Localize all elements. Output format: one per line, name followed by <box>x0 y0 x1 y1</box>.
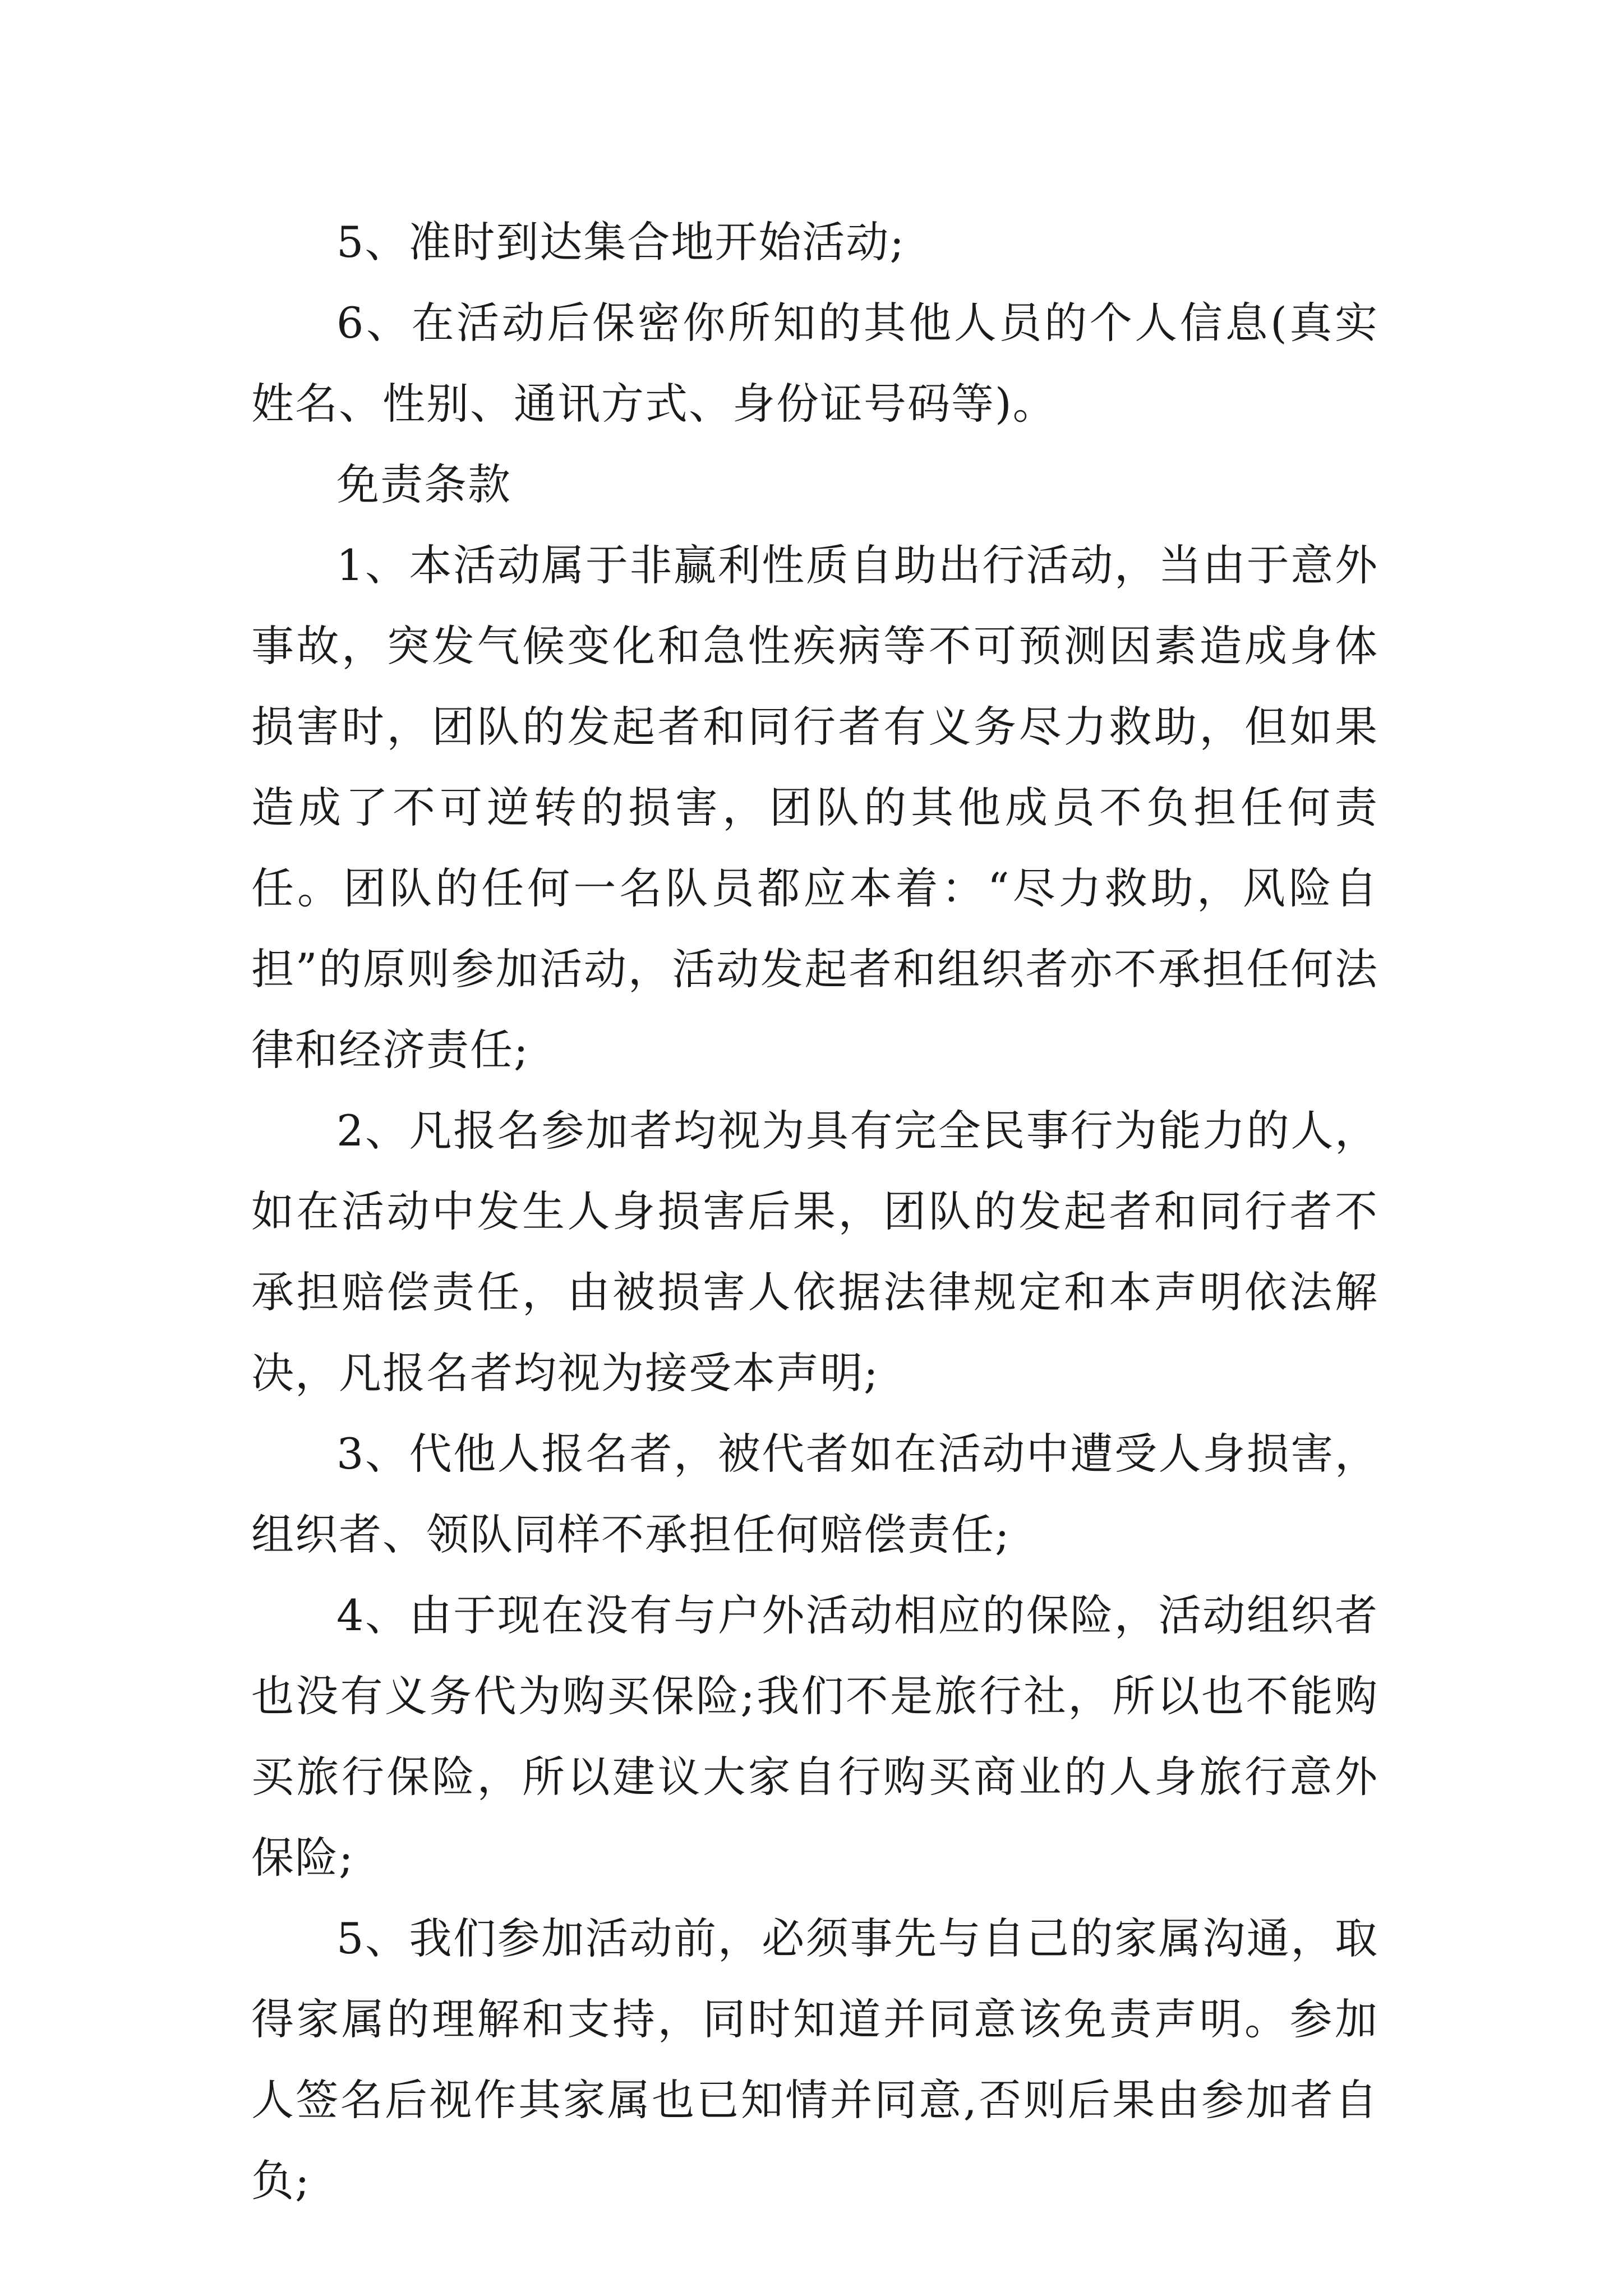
section-heading-disclaimer: 免责条款 <box>336 459 511 509</box>
disclaimer-clause-5: 5、我们参加活动前，必须事先与自己的家属沟通，取得家属的理解和支持，同时知道并同意该免责声明。参加人签名后视作其家属也已知情并同意,否则后果由参加者自负; <box>251 1913 1378 2206</box>
paragraph-item-5-punctuality: 5、准时到达集合地开始活动; <box>336 217 905 267</box>
disclaimer-clause-1: 1、本活动属于非赢利性质自助出行活动，当由于意外事故，突发气候变化和急性疾病等不可预测因素造成身体损害时，团队的发起者和同行者有义务尽力救助，但如果造成了不可逆转的损害，团队的其他成员不负担任何责任。团队的任何一名队员都应本着：“尽力救助，风险自担”的原则参加活动，活动发起者和组织者亦不承担任何法律和经济责任; <box>251 540 1378 1075</box>
disclaimer-clause-3: 3、代他人报名者，被代者如在活动中遭受人身损害，组织者、领队同样不承担任何赔偿责任; <box>251 1429 1378 1559</box>
disclaimer-clause-4: 4、由于现在没有与户外活动相应的保险，活动组织者也没有义务代为购买保险;我们不是旅行社，所以也不能购买旅行保险，所以建议大家自行购买商业的人身旅行意外保险; <box>251 1590 1378 1883</box>
paragraph-item-6-privacy: 6、在活动后保密你所知的其他人员的个人信息(真实姓名、性别、通讯方式、身份证号码等)。 <box>251 298 1378 429</box>
disclaimer-clause-2: 2、凡报名参加者均视为具有完全民事行为能力的人，如在活动中发生人身损害后果，团队的发起者和同行者不承担赔偿责任，由被损害人依据法律规定和本声明依法解决，凡报名者均视为接受本声明; <box>251 1106 1378 1398</box>
document-body <box>251 202 1378 2221</box>
